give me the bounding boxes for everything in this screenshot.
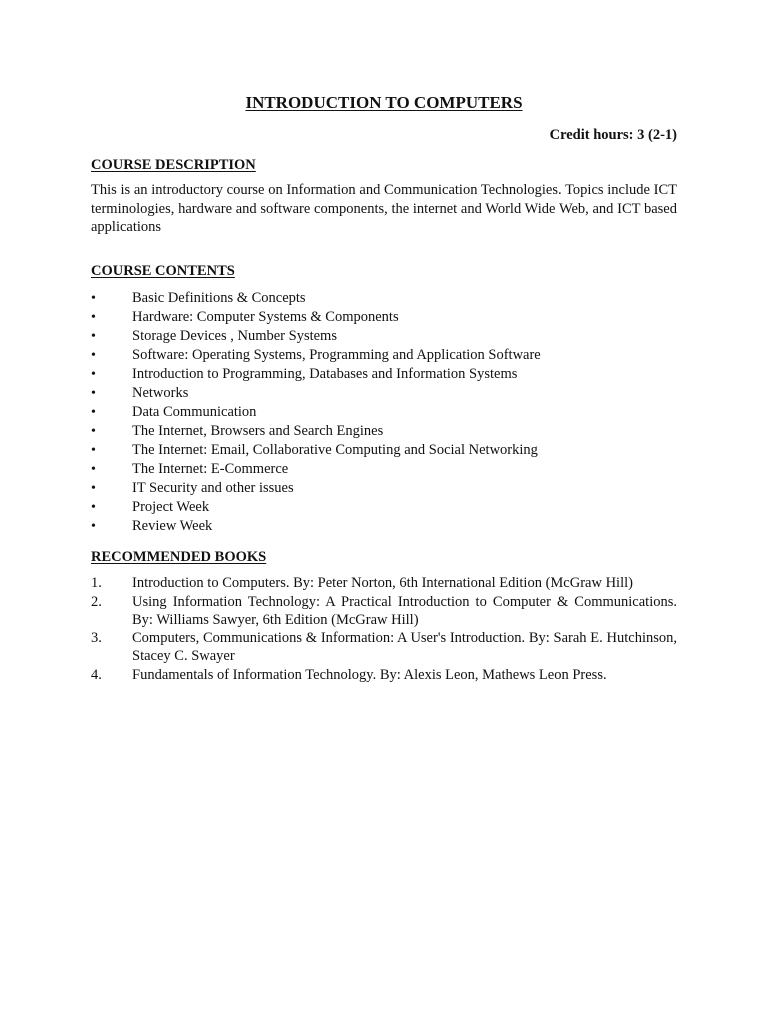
- document-title: [91, 92, 677, 114]
- list-item: [91, 629, 677, 665]
- bullet-icon: •: [91, 519, 96, 534]
- list-item-label: The Internet, Browsers and Search Engines: [132, 423, 384, 439]
- list-item-label: The Internet: E-Commerce: [132, 461, 289, 477]
- list-item-label: Hardware: Computer Systems & Components: [132, 309, 399, 325]
- list-item: [91, 327, 677, 346]
- bullet-icon: •: [91, 310, 96, 325]
- list-item-label: The Internet: Email, Collaborative Computing and Social Networking: [132, 442, 538, 458]
- course-description-heading: COURSE DESCRIPTION: [91, 157, 256, 173]
- list-item-number: 3.: [91, 630, 102, 646]
- list-item-label: Introduction to Programming, Databases and Information Systems: [132, 366, 518, 382]
- bullet-icon: •: [91, 348, 96, 363]
- list-item-number: 2.: [91, 593, 102, 610]
- list-item: [91, 308, 677, 327]
- list-item: [91, 346, 677, 365]
- list-item: [91, 422, 677, 441]
- bullet-icon: •: [91, 424, 96, 439]
- list-item: [91, 460, 677, 479]
- bullet-icon: •: [91, 443, 96, 458]
- list-item: [91, 441, 677, 460]
- list-item: [91, 593, 677, 629]
- bullet-icon: •: [91, 329, 96, 344]
- list-item: [91, 517, 677, 536]
- list-item-label: Computers, Communications & Information: A User's Introduction. By: Sarah E. Hutchinson, Stacey C. Swayer: [132, 630, 677, 664]
- list-item-label: Review Week: [132, 518, 213, 534]
- list-item-label: Software: Operating Systems, Programming and Application Software: [132, 347, 541, 363]
- list-item-label: Networks: [132, 385, 189, 401]
- list-item: [91, 384, 677, 403]
- list-item: [91, 365, 677, 384]
- list-item-label: Project Week: [132, 499, 210, 515]
- course-contents-heading: COURSE CONTENTS: [91, 263, 235, 279]
- bullet-icon: •: [91, 386, 96, 401]
- list-item-label: Using Information Technology: A Practical Introduction to Computer & Communications. By: Williams Sawyer, 6th Edition (McGraw Hill): [132, 593, 677, 628]
- recommended-books-heading: RECOMMENDED BOOKS: [91, 549, 267, 565]
- list-item: [91, 498, 677, 517]
- course-contents-list: [91, 289, 677, 536]
- list-item: [91, 289, 677, 308]
- list-item: [91, 403, 677, 422]
- document-title-text: INTRODUCTION TO COMPUTERS: [245, 93, 523, 112]
- list-item-label: Fundamentals of Information Technology. By: Alexis Leon, Mathews Leon Press.: [132, 666, 607, 683]
- list-item-number: 4.: [91, 666, 102, 683]
- list-item-label: Basic Definitions & Concepts: [132, 290, 306, 306]
- bullet-icon: •: [91, 291, 96, 306]
- bullet-icon: •: [91, 367, 96, 382]
- recommended-books-list: [91, 574, 677, 684]
- bullet-icon: •: [91, 481, 96, 496]
- bullet-icon: •: [91, 405, 96, 420]
- list-item-number: 1.: [91, 575, 102, 591]
- list-item: [91, 666, 677, 684]
- list-item: [91, 574, 677, 592]
- course-description-text: This is an introductory course on Information and Communication Technologies. Topics include ICT terminologies, hardware and software components, the internet and World Wide Web, and ICT based applications: [91, 182, 677, 236]
- list-item-label: Storage Devices , Number Systems: [132, 328, 337, 344]
- list-item-label: Data Communication: [132, 404, 257, 420]
- credit-hours: Credit hours: 3 (2-1): [549, 127, 677, 143]
- list-item-label: Introduction to Computers. By: Peter Norton, 6th International Edition (McGraw Hill): [132, 575, 633, 591]
- bullet-icon: •: [91, 500, 96, 515]
- bullet-icon: •: [91, 462, 96, 477]
- list-item-label: IT Security and other issues: [132, 480, 294, 496]
- list-item: [91, 479, 677, 498]
